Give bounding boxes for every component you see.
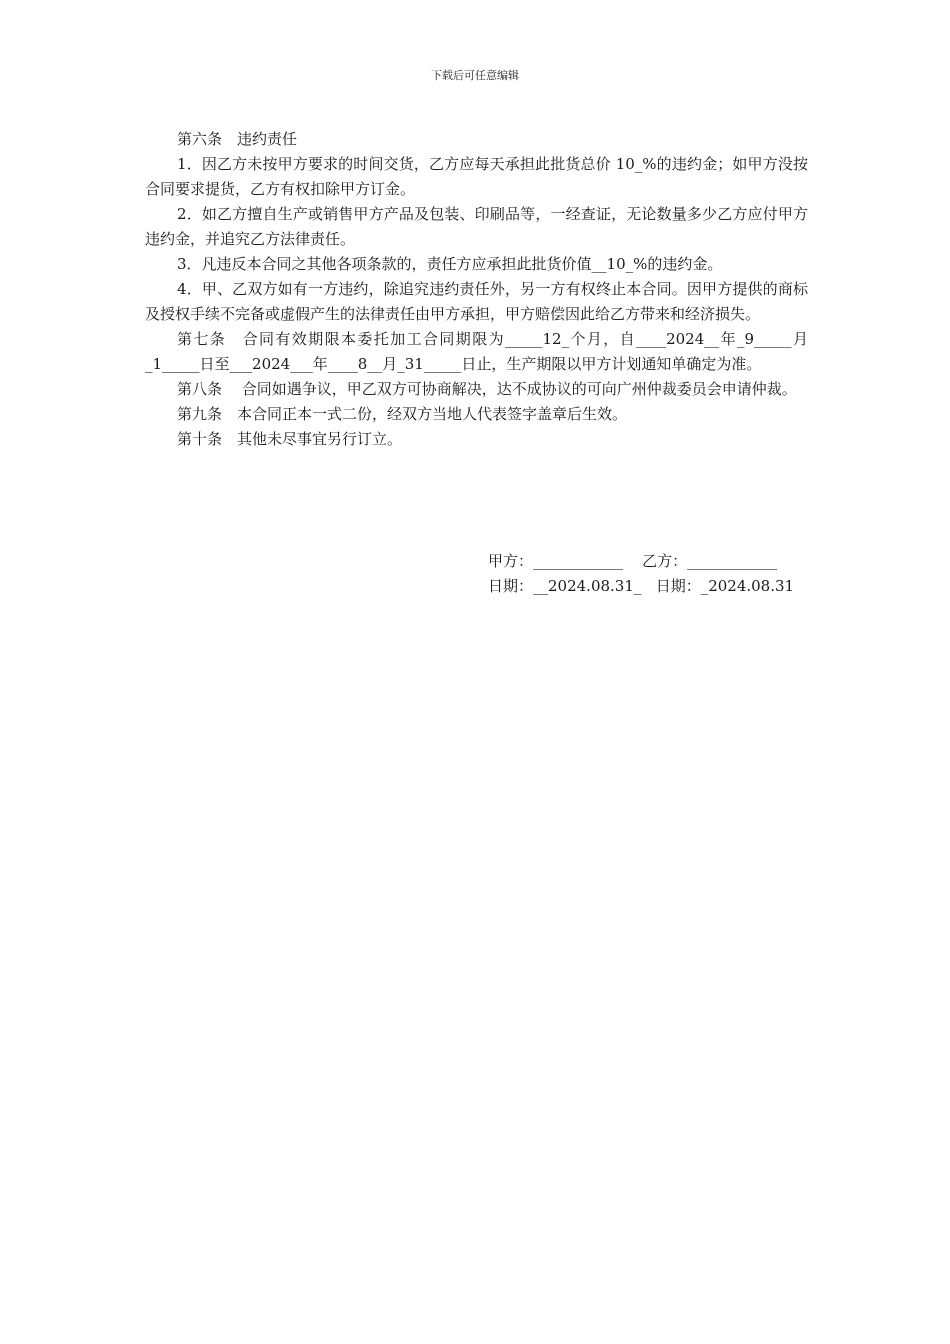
- clause-6-item-1: 1．因乙方未按甲方要求的时间交货，乙方应每天承担此批货总价 10_%的违约金；如甲方没按合同要求提货，乙方有权扣除甲方订金。: [145, 155, 808, 198]
- contract-body: [145, 127, 808, 452]
- clause-6-item-4: 4．甲、乙双方如有一方违约，除追究违约责任外，另一方有权终止本合同。因甲方提供的商标及授权手续不完备或虚假产生的法律责任由甲方承担，甲方赔偿因此给乙方带来和经济损失。: [145, 280, 808, 323]
- clause-10: 第十条 其他未尽事宜另行订立。: [177, 430, 403, 448]
- clause-6-heading: 第六条 违约责任: [177, 130, 298, 148]
- clause-6-item-3: 3．凡违反本合同之其他各项条款的，责任方应承担此批货价值__10_%的违约金。: [177, 255, 723, 273]
- signature-date-line: 日期：__2024.08.31_ 日期：_2024.08.31: [488, 577, 795, 595]
- signature-parties-line: 甲方：____________ 乙方：____________: [488, 552, 778, 570]
- clause-8: 第八条 合同如遇争议，甲乙双方可协商解决，达不成协议的可向广州仲裁委员会申请仲裁。: [177, 380, 797, 398]
- page-header: 下载后可任意编辑: [431, 69, 519, 82]
- clause-6-item-2: 2．如乙方擅自生产或销售甲方产品及包装、印刷品等，一经查证，无论数量多少乙方应付甲方违约金，并追究乙方法律责任。: [145, 205, 808, 248]
- clause-9: 第九条 本合同正本一式二份，经双方当地人代表签字盖章后生效。: [177, 405, 628, 423]
- clause-7: 第七条 合同有效期限本委托加工合同期限为_____12_个月，自____2024__年_9_____月_1_____日至___2024___年____8__月_31_____日止，生产期限以甲方计划通知单确定为准。: [145, 330, 808, 373]
